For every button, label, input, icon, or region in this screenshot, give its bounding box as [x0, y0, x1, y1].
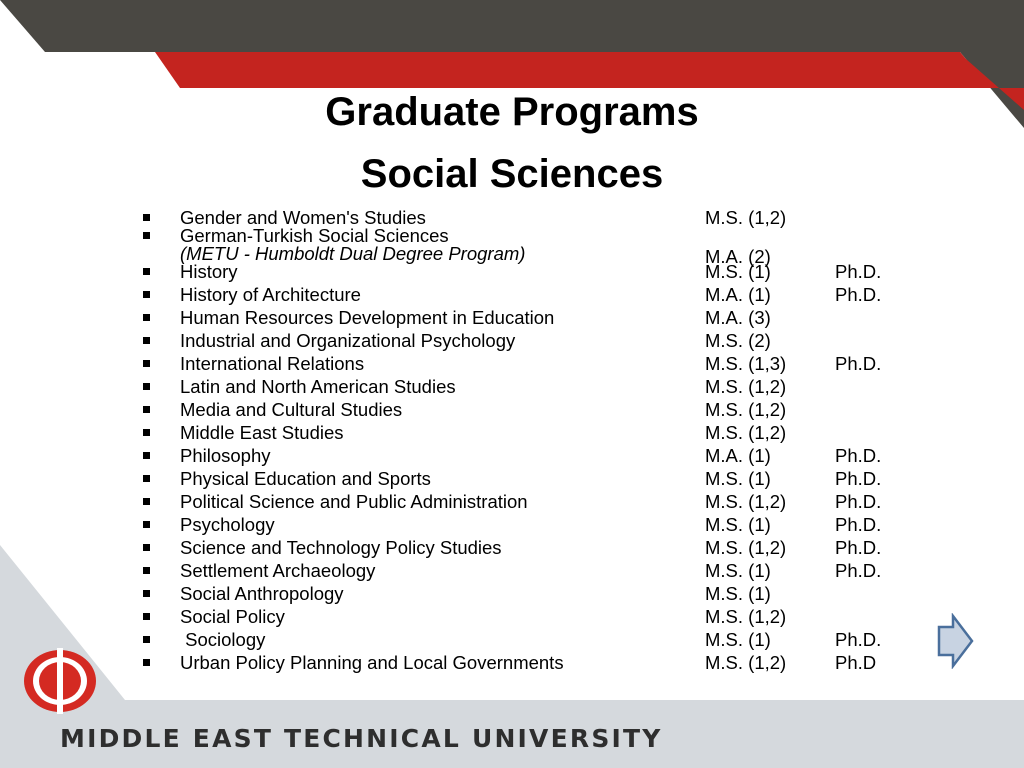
list-item — [0, 400, 1024, 420]
list-item — [0, 354, 1024, 374]
bullet-icon — [143, 521, 150, 528]
degree-masters: M.S. (1,2) — [705, 376, 787, 397]
program-note: (METU - Humboldt Dual Degree Program) — [180, 243, 526, 264]
program-name: Gender and Women's Studies — [180, 207, 426, 228]
bullet-icon — [143, 475, 150, 482]
bullet-icon — [143, 429, 150, 436]
degree-phd: Ph.D. — [835, 468, 882, 489]
degree-masters: M.A. (1) — [705, 445, 771, 466]
program-name: History — [180, 261, 238, 282]
program-name: Psychology — [180, 514, 275, 535]
list-item — [0, 653, 1024, 673]
degree-masters: M.A. (2) — [705, 246, 771, 267]
degree-masters: M.S. (1) — [705, 514, 771, 535]
program-name: Political Science and Public Administration — [180, 491, 528, 512]
degree-masters: M.S. (1,2) — [705, 207, 787, 228]
list-item — [0, 492, 1024, 512]
program-name: Social Anthropology — [180, 583, 344, 604]
degree-masters: M.S. (1) — [705, 468, 771, 489]
bullet-icon — [143, 498, 150, 505]
bullet-icon — [143, 452, 150, 459]
bullet-icon — [143, 613, 150, 620]
degree-masters: M.S. (1,2) — [705, 399, 787, 420]
next-arrow-icon[interactable] — [937, 613, 975, 669]
degree-masters: M.S. (2) — [705, 330, 771, 351]
list-item — [0, 308, 1024, 328]
degree-masters: M.S. (1) — [705, 261, 771, 282]
list-item — [0, 285, 1024, 305]
slide-title: Graduate Programs — [325, 90, 699, 134]
bullet-icon — [143, 544, 150, 551]
top-red-band-fill — [155, 52, 990, 88]
degree-phd: Ph.D — [835, 652, 877, 673]
program-name: Human Resources Development in Education — [180, 307, 555, 328]
bullet-icon — [143, 406, 150, 413]
list-item — [0, 630, 1024, 650]
program-name: Sociology — [180, 629, 266, 650]
degree-phd: Ph.D. — [835, 353, 882, 374]
list-item — [0, 515, 1024, 535]
degree-phd: Ph.D. — [835, 629, 882, 650]
bullet-icon — [143, 636, 150, 643]
program-name: German-Turkish Social Sciences — [180, 225, 449, 246]
degree-masters: M.S. (1,2) — [705, 537, 787, 558]
bullet-icon — [143, 590, 150, 597]
program-name: International Relations — [180, 353, 365, 374]
list-item — [0, 561, 1024, 581]
program-name: History of Architecture — [180, 284, 361, 305]
bullet-icon — [143, 232, 150, 239]
bullet-icon — [143, 337, 150, 344]
program-name: Science and Technology Policy Studies — [180, 537, 502, 558]
degree-masters: M.S. (1,2) — [705, 652, 787, 673]
slide-subtitle: Social Sciences — [360, 152, 664, 196]
degree-masters: M.S. (1,2) — [705, 422, 787, 443]
metu-logo-icon — [22, 648, 98, 714]
program-name: Industrial and Organizational Psychology — [180, 330, 516, 351]
degree-phd: Ph.D. — [835, 445, 882, 466]
bullet-icon — [143, 567, 150, 574]
bullet-icon — [143, 268, 150, 275]
degree-masters: M.S. (1) — [705, 629, 771, 650]
degree-masters: M.S. (1) — [705, 583, 771, 604]
program-name: Social Policy — [180, 606, 285, 627]
degree-masters: M.S. (1) — [705, 560, 771, 581]
degree-masters: M.A. (3) — [705, 307, 771, 328]
degree-phd: Ph.D. — [835, 261, 882, 282]
program-name: Middle East Studies — [180, 422, 344, 443]
degree-phd: Ph.D. — [835, 284, 882, 305]
program-name: Latin and North American Studies — [180, 376, 456, 397]
list-item — [0, 584, 1024, 604]
list-item — [0, 208, 1024, 228]
program-name: Media and Cultural Studies — [180, 399, 403, 420]
bullet-icon — [143, 383, 150, 390]
bullet-icon — [143, 214, 150, 221]
degree-masters: M.A. (1) — [705, 284, 771, 305]
program-name: Philosophy — [180, 445, 271, 466]
list-item — [0, 469, 1024, 489]
bullet-icon — [143, 659, 150, 666]
bullet-icon — [143, 360, 150, 367]
list-item — [0, 538, 1024, 558]
bullet-icon — [143, 291, 150, 298]
degree-masters: M.S. (1,2) — [705, 606, 787, 627]
program-name: Settlement Archaeology — [180, 560, 376, 581]
program-name: Urban Policy Planning and Local Governments — [180, 652, 564, 673]
list-item — [0, 331, 1024, 351]
degree-phd: Ph.D. — [835, 514, 882, 535]
degree-masters: M.S. (1,3) — [705, 353, 787, 374]
degree-phd: Ph.D. — [835, 537, 882, 558]
list-item — [0, 262, 1024, 282]
university-name: MIDDLE EAST TECHNICAL UNIVERSITY — [60, 724, 663, 753]
list-item — [0, 446, 1024, 466]
list-item — [0, 423, 1024, 443]
degree-phd: Ph.D. — [835, 491, 882, 512]
program-name: Physical Education and Sports — [180, 468, 431, 489]
list-item — [0, 377, 1024, 397]
list-item — [0, 607, 1024, 627]
bullet-icon — [143, 314, 150, 321]
degree-phd: Ph.D. — [835, 560, 882, 581]
degree-masters: M.S. (1,2) — [705, 491, 787, 512]
top-dark-band — [0, 0, 1024, 52]
